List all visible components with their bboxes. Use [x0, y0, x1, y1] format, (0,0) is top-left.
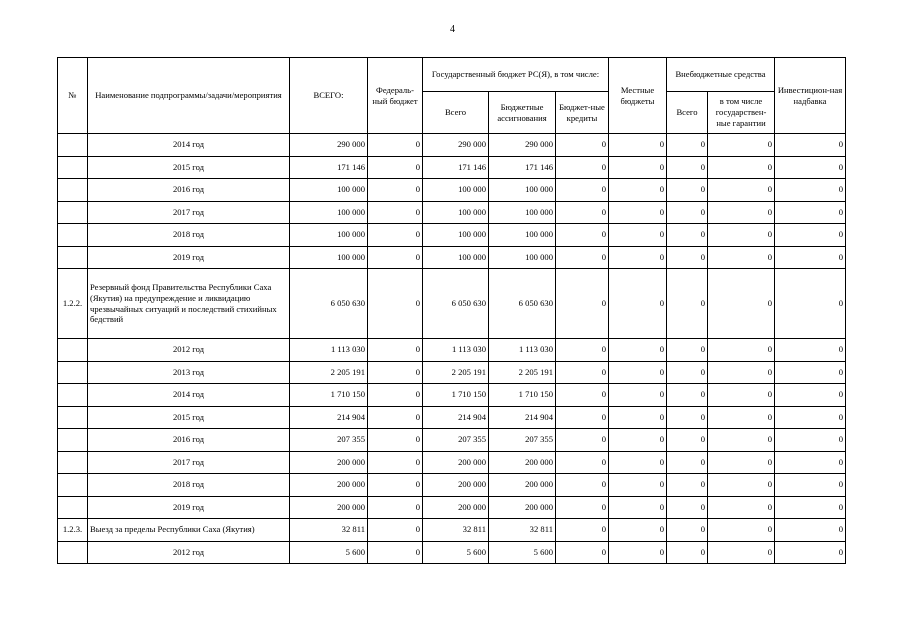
cell-investment: 0 [775, 451, 846, 474]
cell-off-guarantees: 0 [708, 519, 775, 542]
cell-name: 2017 год [88, 451, 290, 474]
table-row [58, 201, 846, 224]
cell-federal: 0 [368, 201, 423, 224]
cell-state-total: 100 000 [423, 246, 489, 269]
cell-state-credits: 0 [556, 156, 609, 179]
cell-investment: 0 [775, 156, 846, 179]
header-state-alloc: Бюджетные ассигнования [489, 92, 556, 134]
cell-off-guarantees: 0 [708, 361, 775, 384]
cell-code [58, 339, 88, 362]
cell-total: 200 000 [290, 496, 368, 519]
cell-state-alloc: 1 113 030 [489, 339, 556, 362]
cell-state-credits: 0 [556, 496, 609, 519]
cell-off-guarantees: 0 [708, 224, 775, 247]
cell-state-total: 2 205 191 [423, 361, 489, 384]
cell-investment: 0 [775, 474, 846, 497]
cell-state-alloc: 2 205 191 [489, 361, 556, 384]
cell-state-alloc: 290 000 [489, 134, 556, 157]
table-row [58, 519, 846, 542]
table-row [58, 429, 846, 452]
cell-state-credits: 0 [556, 361, 609, 384]
cell-code [58, 451, 88, 474]
table-row [58, 496, 846, 519]
cell-state-credits: 0 [556, 134, 609, 157]
cell-total: 5 600 [290, 541, 368, 564]
cell-total: 214 904 [290, 406, 368, 429]
cell-investment: 0 [775, 179, 846, 202]
header-off-guarantees: в том числе государствен-ные гарантии [708, 92, 775, 134]
cell-state-total: 100 000 [423, 179, 489, 202]
cell-federal: 0 [368, 429, 423, 452]
cell-state-credits: 0 [556, 451, 609, 474]
header-state-budget: Государственный бюджет РС(Я), в том числе: [423, 58, 609, 92]
header-investment: Инвестицион-ная надбавка [775, 58, 846, 134]
cell-federal: 0 [368, 224, 423, 247]
cell-federal: 0 [368, 179, 423, 202]
cell-name: 2015 год [88, 406, 290, 429]
cell-off-guarantees: 0 [708, 541, 775, 564]
cell-name: 2014 год [88, 134, 290, 157]
cell-local: 0 [609, 474, 667, 497]
cell-off-guarantees: 0 [708, 406, 775, 429]
header-total: ВСЕГО: [290, 58, 368, 134]
budget-table [57, 57, 846, 564]
cell-off-total: 0 [667, 406, 708, 429]
table-row [58, 406, 846, 429]
cell-name: 2014 год [88, 384, 290, 407]
cell-state-total: 32 811 [423, 519, 489, 542]
cell-investment: 0 [775, 429, 846, 452]
cell-local: 0 [609, 201, 667, 224]
cell-federal: 0 [368, 406, 423, 429]
table-row [58, 134, 846, 157]
table-row [58, 246, 846, 269]
cell-investment: 0 [775, 496, 846, 519]
cell-off-guarantees: 0 [708, 474, 775, 497]
cell-name: 2016 год [88, 429, 290, 452]
cell-code [58, 134, 88, 157]
cell-state-credits: 0 [556, 339, 609, 362]
cell-off-total: 0 [667, 384, 708, 407]
table-row [58, 339, 846, 362]
cell-local: 0 [609, 429, 667, 452]
table-header [58, 58, 846, 134]
cell-local: 0 [609, 496, 667, 519]
cell-federal: 0 [368, 134, 423, 157]
cell-state-alloc: 100 000 [489, 224, 556, 247]
cell-local: 0 [609, 224, 667, 247]
table-row [58, 156, 846, 179]
cell-name: 2015 год [88, 156, 290, 179]
cell-total: 100 000 [290, 224, 368, 247]
cell-state-total: 290 000 [423, 134, 489, 157]
cell-off-total: 0 [667, 156, 708, 179]
cell-off-total: 0 [667, 541, 708, 564]
cell-state-total: 200 000 [423, 496, 489, 519]
header-off-total: Всего [667, 92, 708, 134]
cell-off-total: 0 [667, 474, 708, 497]
cell-local: 0 [609, 269, 667, 339]
cell-state-alloc: 32 811 [489, 519, 556, 542]
cell-off-guarantees: 0 [708, 384, 775, 407]
table-row [58, 224, 846, 247]
cell-state-credits: 0 [556, 224, 609, 247]
cell-name: 2019 год [88, 246, 290, 269]
cell-off-total: 0 [667, 201, 708, 224]
cell-local: 0 [609, 179, 667, 202]
cell-state-total: 6 050 630 [423, 269, 489, 339]
cell-name: Выезд за пределы Республики Саха (Якутия) [88, 519, 290, 542]
cell-code [58, 246, 88, 269]
header-name: Наименование подпрограммы/задачи/мероприятия [88, 58, 290, 134]
cell-investment: 0 [775, 224, 846, 247]
cell-off-guarantees: 0 [708, 156, 775, 179]
cell-state-credits: 0 [556, 474, 609, 497]
cell-code [58, 361, 88, 384]
cell-code: 1.2.2. [58, 269, 88, 339]
cell-name: 2012 год [88, 339, 290, 362]
cell-code [58, 156, 88, 179]
table-row [58, 384, 846, 407]
cell-off-guarantees: 0 [708, 339, 775, 362]
cell-state-credits: 0 [556, 406, 609, 429]
cell-state-alloc: 6 050 630 [489, 269, 556, 339]
cell-state-credits: 0 [556, 384, 609, 407]
cell-total: 207 355 [290, 429, 368, 452]
cell-total: 100 000 [290, 246, 368, 269]
cell-code [58, 384, 88, 407]
cell-off-guarantees: 0 [708, 179, 775, 202]
cell-off-guarantees: 0 [708, 269, 775, 339]
cell-name: 2018 год [88, 474, 290, 497]
cell-code [58, 429, 88, 452]
cell-name: 2018 год [88, 224, 290, 247]
table-row [58, 179, 846, 202]
cell-state-total: 100 000 [423, 201, 489, 224]
cell-off-total: 0 [667, 451, 708, 474]
cell-investment: 0 [775, 339, 846, 362]
cell-investment: 0 [775, 519, 846, 542]
cell-state-total: 207 355 [423, 429, 489, 452]
cell-state-total: 214 904 [423, 406, 489, 429]
cell-off-total: 0 [667, 179, 708, 202]
cell-state-credits: 0 [556, 429, 609, 452]
cell-state-alloc: 171 146 [489, 156, 556, 179]
cell-code [58, 496, 88, 519]
cell-state-alloc: 200 000 [489, 451, 556, 474]
cell-state-total: 100 000 [423, 224, 489, 247]
header-offbudget: Внебюджетные средства [667, 58, 775, 92]
cell-state-alloc: 207 355 [489, 429, 556, 452]
cell-local: 0 [609, 339, 667, 362]
cell-federal: 0 [368, 451, 423, 474]
cell-total: 200 000 [290, 474, 368, 497]
header-state-credits: Бюджет-ные кредиты [556, 92, 609, 134]
cell-state-total: 1 113 030 [423, 339, 489, 362]
cell-investment: 0 [775, 406, 846, 429]
cell-off-guarantees: 0 [708, 429, 775, 452]
cell-local: 0 [609, 156, 667, 179]
cell-off-total: 0 [667, 496, 708, 519]
header-federal: Федераль-ный бюджет [368, 58, 423, 134]
cell-federal: 0 [368, 361, 423, 384]
cell-name: 2013 год [88, 361, 290, 384]
cell-off-total: 0 [667, 429, 708, 452]
cell-off-total: 0 [667, 134, 708, 157]
cell-federal: 0 [368, 496, 423, 519]
cell-federal: 0 [368, 269, 423, 339]
cell-name: Резервный фонд Правительства Республики Саха (Якутия) на предупреждение и ликвидацию чрезвычайных ситуаций и последствий стихийных бедствий [88, 269, 290, 339]
cell-federal: 0 [368, 156, 423, 179]
cell-state-alloc: 5 600 [489, 541, 556, 564]
cell-code [58, 201, 88, 224]
cell-total: 6 050 630 [290, 269, 368, 339]
cell-code: 1.2.3. [58, 519, 88, 542]
cell-state-alloc: 100 000 [489, 201, 556, 224]
cell-total: 2 205 191 [290, 361, 368, 384]
header-state-total: Всего [423, 92, 489, 134]
cell-state-alloc: 200 000 [489, 474, 556, 497]
cell-total: 100 000 [290, 179, 368, 202]
cell-state-credits: 0 [556, 541, 609, 564]
cell-local: 0 [609, 519, 667, 542]
cell-code [58, 541, 88, 564]
cell-state-total: 200 000 [423, 474, 489, 497]
cell-name: 2012 год [88, 541, 290, 564]
cell-state-total: 1 710 150 [423, 384, 489, 407]
cell-total: 32 811 [290, 519, 368, 542]
cell-total: 1 113 030 [290, 339, 368, 362]
cell-local: 0 [609, 406, 667, 429]
cell-off-total: 0 [667, 269, 708, 339]
cell-name: 2017 год [88, 201, 290, 224]
cell-investment: 0 [775, 361, 846, 384]
cell-investment: 0 [775, 246, 846, 269]
cell-state-alloc: 1 710 150 [489, 384, 556, 407]
cell-state-total: 171 146 [423, 156, 489, 179]
cell-off-total: 0 [667, 339, 708, 362]
cell-state-credits: 0 [556, 269, 609, 339]
cell-code [58, 406, 88, 429]
cell-code [58, 224, 88, 247]
cell-total: 100 000 [290, 201, 368, 224]
cell-off-guarantees: 0 [708, 496, 775, 519]
cell-off-guarantees: 0 [708, 246, 775, 269]
cell-investment: 0 [775, 384, 846, 407]
cell-name: 2016 год [88, 179, 290, 202]
cell-local: 0 [609, 451, 667, 474]
cell-code [58, 474, 88, 497]
table-row [58, 541, 846, 564]
cell-federal: 0 [368, 246, 423, 269]
cell-off-total: 0 [667, 361, 708, 384]
cell-total: 200 000 [290, 451, 368, 474]
cell-state-credits: 0 [556, 201, 609, 224]
table-row [58, 474, 846, 497]
cell-federal: 0 [368, 519, 423, 542]
cell-local: 0 [609, 361, 667, 384]
cell-state-credits: 0 [556, 519, 609, 542]
cell-investment: 0 [775, 201, 846, 224]
cell-state-total: 5 600 [423, 541, 489, 564]
page-number: 4 [450, 24, 455, 35]
table-body [58, 134, 846, 564]
cell-state-credits: 0 [556, 246, 609, 269]
cell-state-alloc: 100 000 [489, 179, 556, 202]
cell-local: 0 [609, 246, 667, 269]
table-row [58, 451, 846, 474]
cell-off-guarantees: 0 [708, 201, 775, 224]
table-row [58, 361, 846, 384]
cell-local: 0 [609, 134, 667, 157]
cell-investment: 0 [775, 541, 846, 564]
cell-total: 171 146 [290, 156, 368, 179]
cell-state-credits: 0 [556, 179, 609, 202]
cell-code [58, 179, 88, 202]
header-no: № [58, 58, 88, 134]
cell-investment: 0 [775, 269, 846, 339]
table-row [58, 269, 846, 339]
cell-state-total: 200 000 [423, 451, 489, 474]
cell-off-total: 0 [667, 519, 708, 542]
cell-off-total: 0 [667, 246, 708, 269]
cell-state-alloc: 200 000 [489, 496, 556, 519]
cell-state-alloc: 214 904 [489, 406, 556, 429]
cell-federal: 0 [368, 384, 423, 407]
cell-total: 290 000 [290, 134, 368, 157]
cell-investment: 0 [775, 134, 846, 157]
cell-off-total: 0 [667, 224, 708, 247]
cell-off-guarantees: 0 [708, 451, 775, 474]
cell-total: 1 710 150 [290, 384, 368, 407]
header-local: Местные бюджеты [609, 58, 667, 134]
cell-local: 0 [609, 384, 667, 407]
cell-local: 0 [609, 541, 667, 564]
cell-federal: 0 [368, 474, 423, 497]
cell-state-alloc: 100 000 [489, 246, 556, 269]
cell-federal: 0 [368, 541, 423, 564]
cell-name: 2019 год [88, 496, 290, 519]
cell-off-guarantees: 0 [708, 134, 775, 157]
cell-federal: 0 [368, 339, 423, 362]
